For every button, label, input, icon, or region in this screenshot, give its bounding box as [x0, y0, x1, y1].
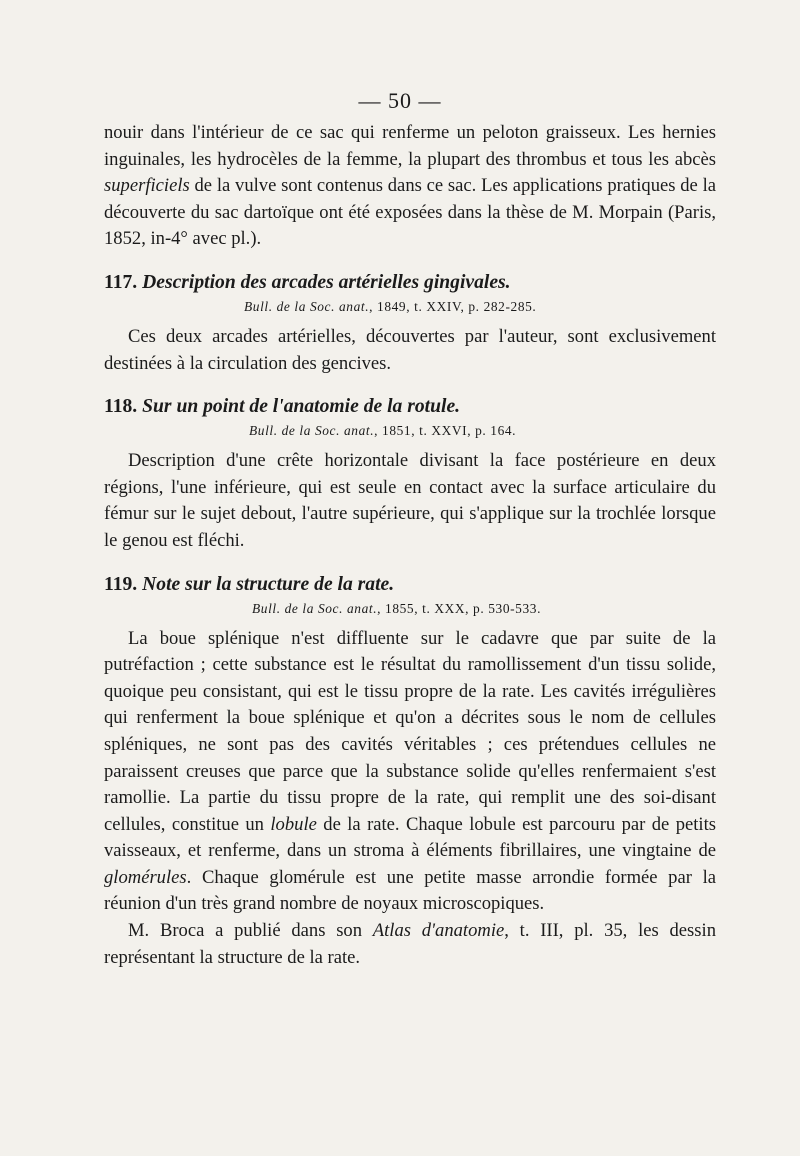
page-content	[104, 120, 716, 971]
entry-118-ref-details: , 1851, t. XXVI, p. 164.	[374, 423, 517, 439]
entry-119-text-1: La boue splénique n'est diffluente sur le cadavre que par suite de la putréfaction ; cette substance est le résultat du ramollissement d'un tissu solide, quoique peu consistant, qui est le tissu propre de la rate. Les cavités irrégulières qui renferment la boue splénique et qu'on a décrites sous le nom de cellules spléniques, ne sont pas des cavités véritables ; ces prétendues cellules ne paraissent creuses que parce que la substance solide qu'elles renfermaient s'est ramollie. La partie du tissu propre de la rate, qui remplit une des soi-disant cellules, constitue un	[104, 627, 716, 835]
entry-118-body: Description d'une crête horizontale divisant la face postérieure en deux régions, l'une inférieure, qui est seule en contact avec la surface articulaire du fémur sur le sujet debout, l'autre supérieure, qui s'applique sur la trochlée lorsque le genou est fléchi.	[104, 450, 716, 551]
entry-119-text-2: de la rate. Chaque lobule est parcouru par de petits vaisseaux, et renferme, dans un stroma à éléments fibrillaires, une vingtaine de	[104, 813, 717, 862]
entry-119-italic-2: glomérules	[104, 866, 187, 888]
entry-119-ref-journal: Bull. de la Soc. anat.	[252, 600, 378, 616]
entry-118-heading	[104, 393, 716, 420]
entry-117-heading	[104, 269, 716, 296]
page-number: — 50 —	[358, 88, 442, 113]
entry-119-reference	[104, 600, 716, 618]
entry-119-italic-1: lobule	[270, 813, 317, 835]
intro-text-1: nouir dans l'intérieur de ce sac qui renferme un peloton graisseux. Les hernies inguinales, les hydrocèles de la femme, la plupart des thrombus et tous les abcès	[104, 122, 716, 170]
intro-paragraph	[104, 120, 716, 253]
entry-119-note-text-2: , t. III, pl. 35, les dessin représentant la structure de la rate.	[104, 920, 716, 968]
entry-117-title: Description des arcades artérielles gingivales.	[142, 271, 511, 293]
entry-119-note	[104, 918, 716, 971]
entry-117-body: Ces deux arcades artérielles, découvertes par l'auteur, sont exclusivement destinées à la circulation des gencives.	[104, 325, 716, 374]
entry-117-reference	[104, 298, 716, 316]
entry-119-title: Note sur la structure de la rate.	[142, 573, 395, 595]
entry-117-ref-journal: Bull. de la Soc. anat.	[244, 298, 370, 314]
entry-118-number: 118.	[104, 396, 138, 418]
entry-119-note-text-1: M. Broca a publié dans son	[128, 920, 373, 942]
entry-118-title: Sur un point de l'anatomie de la rotule.	[142, 396, 461, 418]
entry-119-body	[104, 626, 716, 919]
entry-119-text-3: . Chaque glomérule est une petite masse arrondie formée par la réunion d'un très grand nombre de noyaux microscopiques.	[104, 866, 716, 915]
intro-text-2: de la vulve sont contenus dans ce sac. Les applications pratiques de la découverte du sac dartoïque ont été exposées dans la thèse de M. Morpain (Paris, 1852, in-4° avec pl.).	[104, 175, 716, 250]
intro-italic: superficiels	[104, 175, 190, 197]
entry-119-heading	[104, 571, 716, 598]
entry-117-ref-details: , 1849, t. XXIV, p. 282-285.	[369, 298, 537, 314]
entry-117-number: 117.	[104, 271, 138, 293]
entry-118-ref-journal: Bull. de la Soc. anat.	[249, 423, 375, 439]
entry-119-ref-details: , 1855, t. XXX, p. 530-533.	[377, 600, 542, 616]
entry-119-note-italic: Atlas d'anatomie	[372, 920, 505, 942]
entry-119-number: 119.	[104, 573, 138, 595]
entry-118-reference	[104, 422, 716, 440]
